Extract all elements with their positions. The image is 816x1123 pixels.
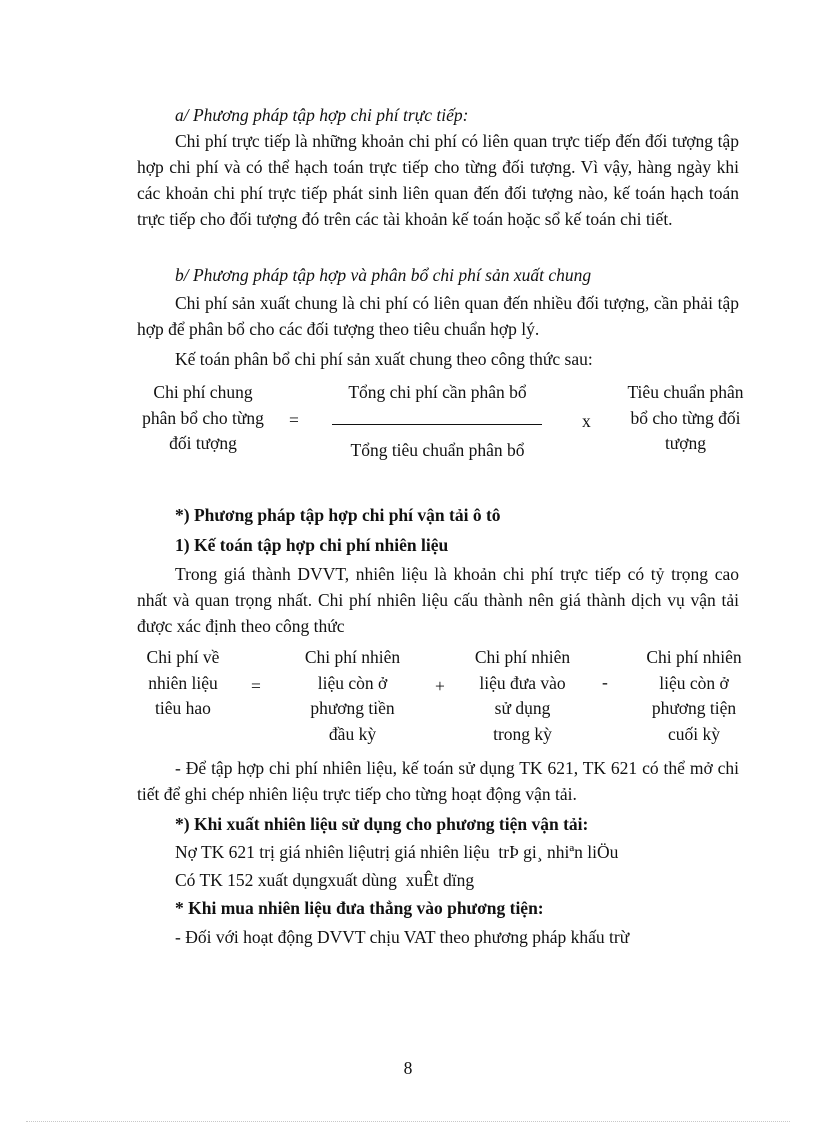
fuel-term-line: trong kỳ [493,723,552,744]
formula-lhs [128,380,278,457]
fuel-term-line: liệu còn ở [317,672,388,693]
page-number: 8 [403,1058,413,1078]
section-b-body: Chi phí sản xuất chung là chi phí có liên quan đến nhiều đối tượng, cần phải tập hợp để phân bổ cho các đối tượng theo tiêu chuẩn hợp lý. [137,293,739,339]
fuel-term-line: Chi phí nhiên [304,647,401,667]
fuel-minus: - [602,672,608,692]
debit-entry: Nợ TK 621 trị giá nhiên liệutrị giá nhiên liệu trÞ gi¸ nhiªn liÖu [175,842,619,862]
fuel-term-line: Chi phí về [146,647,220,667]
page-bottom-divider [26,1121,790,1122]
formula-rhs-line: Tiêu chuẩn phân [627,382,744,402]
issue-fuel-heading: *) Khi xuất nhiên liệu sử dụng cho phương tiện vận tải: [175,814,589,834]
formula-rhs [608,380,763,457]
fuel-term-line: sử dụng [494,698,551,718]
fuel-term-line: phương tiện [651,698,737,718]
credit-entry: Có TK 152 xuất dụngxuất dùng xuÊt dïng [175,870,475,890]
formula-lhs-line: Chi phí chung [153,382,253,402]
formula-denominator: Tổng tiêu chuẩn phân bổ [350,440,525,460]
formula-numerator: Tổng chi phí cần phân bổ [348,382,527,402]
fuel-term-line: nhiên liệu [148,672,218,693]
section-b-heading: b/ Phương pháp tập hợp và phân bổ chi phí sản xuất chung [175,265,592,285]
section-a-body: Chi phí trực tiếp là những khoản chi phí có liên quan trực tiếp đến đối tượng tập hợp chi phí và có thể hạch toán trực tiếp cho từng đối tượng. Vì vậy, hàng ngày khi các khoản chi phí trực tiếp phát sinh liên quan đến đối tượng nào, kế toán hạch toán trực tiếp cho đối tượng đó trên các tài khoản kế toán hoặc sổ kế toán chi tiết. [137,131,739,229]
section-a-heading: a/ Phương pháp tập hợp chi phí trực tiếp: [175,105,469,125]
vat-deduction-line: - Đối với hoạt động DVVT chịu VAT theo phương pháp khấu trừ [175,927,630,947]
fuel-term-line: tiêu hao [155,698,211,718]
fuel-term-closing [630,645,758,747]
formula-times: x [582,411,591,431]
tk621-paragraph: - Để tập hợp chi phí nhiên liệu, kế toán sử dụng TK 621, TK 621 có thể mở chi tiết để ghi chép nhiên liệu trực tiếp cho từng hoạt động vận tải. [137,758,739,804]
fuel-term-line: phương tiền [310,698,395,718]
fuel-term-line: Chi phí nhiên [646,647,742,667]
fraction-bar [332,424,542,425]
fuel-term-line: liệu đưa vào [479,672,566,693]
fuel-term-line: cuối kỳ [667,723,720,744]
fuel-term-line: đầu kỳ [328,723,377,744]
fuel-term-opening [290,645,415,747]
formula-intro: Kế toán phân bổ chi phí sản xuất chung theo công thức sau: [175,349,593,369]
fuel-term-line: liệu còn ở [659,672,729,693]
formula-lhs-line: phân bổ cho từng [142,407,264,428]
section-c-body: Trong giá thành DVVT, nhiên liệu là khoản chi phí trực tiếp có tỷ trọng cao nhất và quan trọng nhất. Chi phí nhiên liệu cấu thành nên giá thành dịch vụ vận tải được xác định theo công thức [137,564,739,636]
formula-lhs-line: đối tượng [169,433,237,453]
fuel-term-consumed [128,645,238,722]
formula-equals: = [289,410,299,430]
purchase-fuel-heading: * Khi mua nhiên liệu đưa thẳng vào phương tiện: [175,898,544,918]
fuel-term-used [460,645,585,747]
fuel-plus: + [435,676,445,696]
formula-rhs-line: tượng [664,433,707,453]
fuel-term-line: Chi phí nhiên [474,647,571,667]
formula-rhs-line: bổ cho từng đối [630,407,741,428]
section-c-heading: *) Phương pháp tập hợp chi phí vận tải ô tô [175,505,501,525]
section-c-subheading: 1) Kế toán tập hợp chi phí nhiên liệu [175,535,449,555]
fuel-equals: = [251,676,261,696]
